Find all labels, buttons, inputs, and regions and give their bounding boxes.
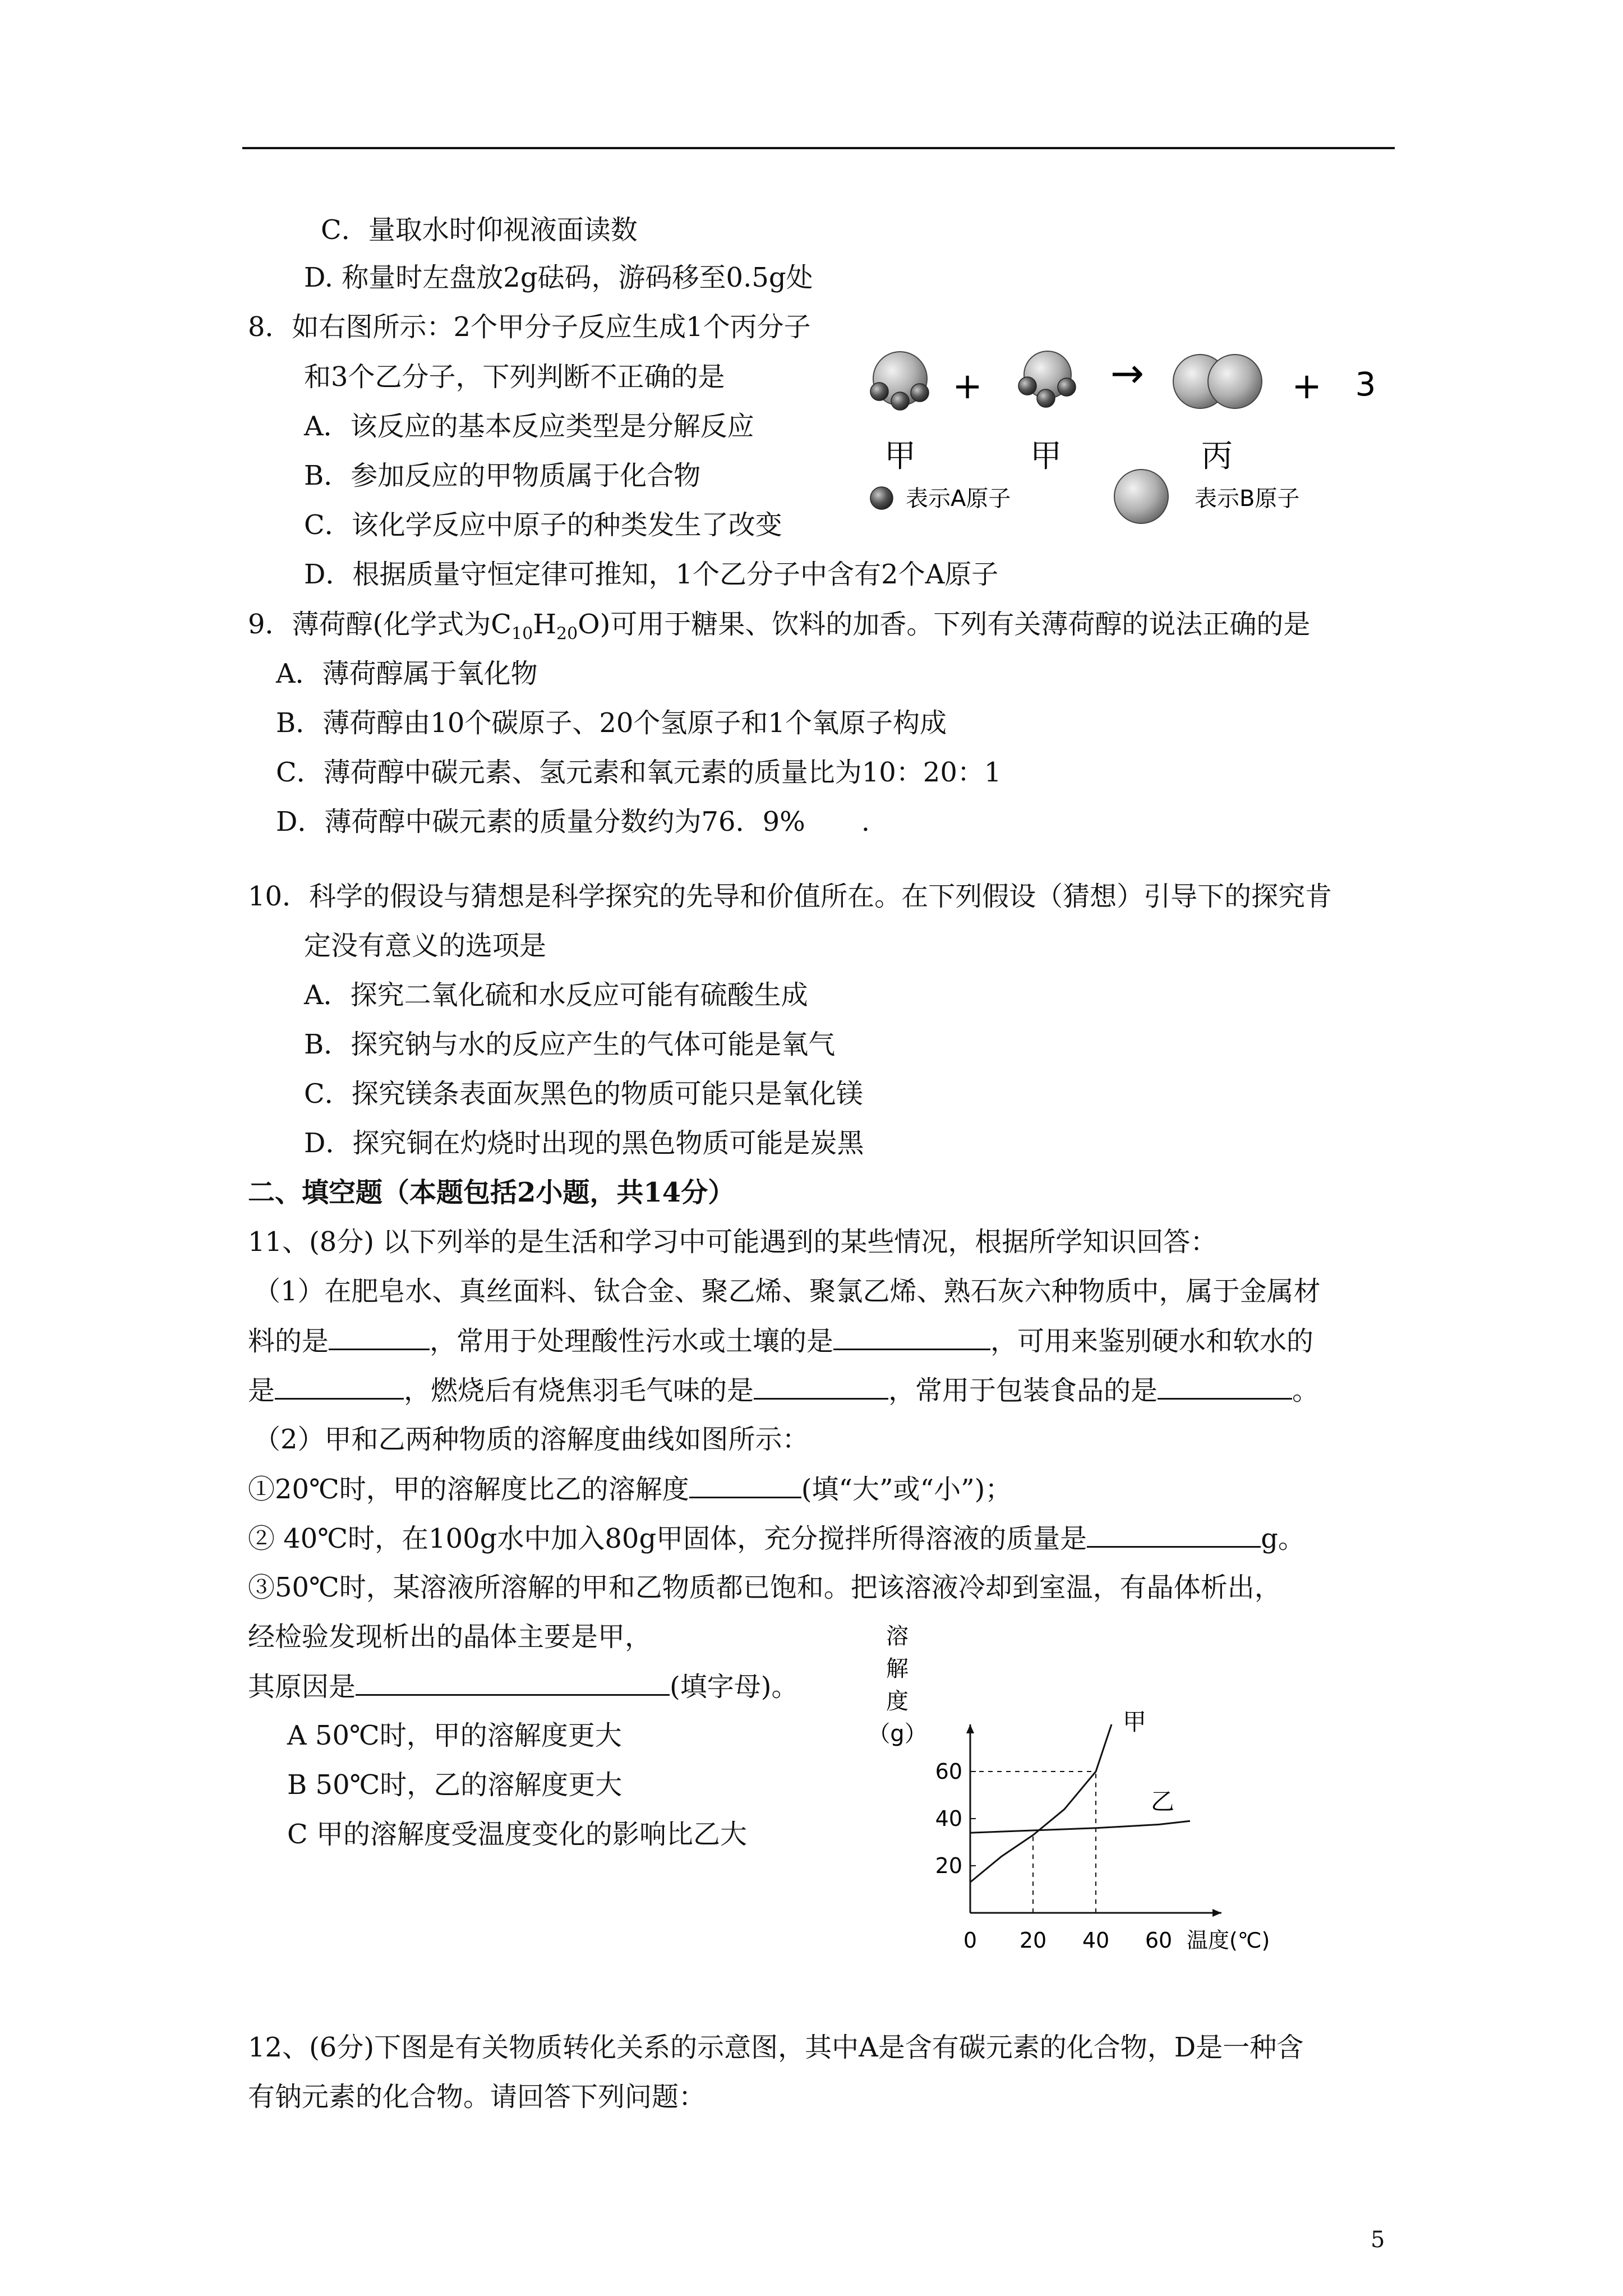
answer-blank-packaging[interactable]: [1158, 1373, 1292, 1400]
molecule-bing: [1173, 355, 1262, 408]
x-tick-label: 40: [1082, 1928, 1110, 1953]
answer-blank-compare[interactable]: [689, 1472, 801, 1498]
answer-blank-mass[interactable]: [1087, 1521, 1261, 1548]
y-axis-label-char: （g）: [868, 1721, 927, 1747]
q12-line1: 12、(6分)下图是有关物质转化关系的示意图，其中A是含有碳元素的化合物，D是一种含: [248, 2032, 1304, 2063]
x-tick-label: 0: [963, 1928, 978, 1953]
q10-option-c: C．探究镁条表面灰黑色的物质可能只是氧化镁: [304, 1078, 863, 1110]
reaction-diagram: [852, 337, 1391, 539]
q8-stem-line1: 8．如右图所示：2个甲分子反应生成1个丙分子: [248, 311, 811, 343]
legend-atom-b-label: 表示B原子: [1195, 486, 1300, 512]
q11-part2: （2）甲和乙两种物质的溶解度曲线如图所示：: [253, 1424, 809, 1455]
x-tick-label: 20: [1019, 1928, 1047, 1953]
q8-stem-line2: 和3个乙分子，下列判断不正确的是: [304, 361, 725, 393]
label-jia-1: 甲: [884, 438, 916, 475]
molecule-jia-2: [1018, 351, 1076, 407]
q10-option-d: D．探究铜在灼烧时出现的黑色物质可能是炭黑: [304, 1128, 864, 1159]
q9-option-d: D．薄荷醇中碳元素的质量分数约为76．9% .: [276, 806, 870, 838]
y-axis-label-char: 溶: [886, 1623, 909, 1649]
y-tick-label: 60: [935, 1759, 962, 1784]
answer-blank-metal[interactable]: [329, 1324, 430, 1350]
section-heading: 二、填空题（本题包括2小题，共14分）: [248, 1177, 735, 1208]
series-line-2: [970, 1821, 1190, 1833]
label-jia-2: 甲: [1030, 438, 1062, 475]
q11-choice-c: C 甲的溶解度受温度变化的影响比乙大: [287, 1819, 747, 1850]
q8-option-b: B．参加反应的甲物质属于化合物: [304, 460, 701, 491]
y-tick-label: 40: [935, 1806, 962, 1831]
q8-option-c: C．该化学反应中原子的种类发生了改变: [304, 509, 782, 541]
reaction-arrow: →: [1110, 349, 1145, 397]
label-bing: 丙: [1201, 438, 1233, 475]
x-axis-label: 温度(℃): [1187, 1928, 1270, 1953]
q11-part1-line1: （1）在肥皂水、真丝面料、钛合金、聚乙烯、聚氯乙烯、熟石灰六种物质中，属于金属材: [253, 1276, 1321, 1307]
q11-sub3-line3: 其原因是 (填字母)。: [248, 1669, 798, 1704]
legend-atom-a-icon: [870, 487, 893, 509]
q11-stem: 11、(8分) 以下列举的是生活和学习中可能遇到的某些情况，根据所学知识回答：: [248, 1226, 1218, 1258]
q11-choice-a: A 50℃时，甲的溶解度更大: [287, 1720, 622, 1751]
q10-stem-line2: 定没有意义的选项是: [304, 930, 547, 961]
answer-blank-hardwater[interactable]: [275, 1373, 404, 1400]
answer-blank-acid[interactable]: [833, 1324, 990, 1350]
molecule-jia-1: [870, 352, 929, 410]
q9-option-c: C．薄荷醇中碳元素、氢元素和氧元素的质量比为10：20：1: [276, 757, 1002, 788]
q11-sub3-line1: ③50℃时，某溶液所溶解的甲和乙物质都已饱和。把该溶液冷却到室温，有晶体析出，: [248, 1572, 1281, 1603]
y-axis-arrow-icon: [966, 1724, 974, 1733]
answer-blank-feather[interactable]: [754, 1373, 888, 1400]
header-rule: [242, 147, 1395, 149]
q9-option-a: A．薄荷醇属于氧化物: [276, 658, 538, 689]
q9-stem: 9．薄荷醇(化学式为$C_{10}H_{20}O$)可用于糖果、饮料的加香。下列有关薄荷醇的说法正确的是: [248, 609, 1311, 644]
page-number: 5: [1371, 2227, 1385, 2253]
q11-sub2: ② 40℃时，在100g水中加入80g甲固体，充分搅拌所得溶液的质量是 g。: [248, 1521, 1305, 1556]
solubility-chart: [868, 1616, 1301, 1986]
series-label-1: 甲: [1123, 1708, 1147, 1736]
y-axis-label-char: 解: [886, 1656, 909, 1682]
q11-sub3-line2: 经检验发现析出的晶体主要是甲，: [248, 1621, 652, 1653]
q10-stem-line1: 10．科学的假设与猜想是科学探究的先导和价值所在。在下列假设（猜想）引导下的探究肯: [248, 881, 1332, 912]
q10-option-a: A．探究二氧化硫和水反应可能有硫酸生成: [304, 979, 808, 1011]
legend-atom-b-icon: [1114, 470, 1168, 523]
series-line-1: [970, 1724, 1112, 1882]
x-tick-label: 60: [1145, 1928, 1173, 1953]
q9-option-b: B．薄荷醇由10个碳原子、20个氢原子和1个氧原子构成: [276, 707, 947, 739]
q8-option-d: D．根据质量守恒定律可推知，1个乙分子中含有2个A原子: [304, 559, 999, 590]
q7-option-c: C．量取水时仰视液面读数: [321, 214, 638, 246]
q11-part1-line2: 料的是 ，常用于处理酸性污水或土壤的是 ，可用来鉴别硬水和软水的: [248, 1324, 1313, 1358]
x-axis-arrow-icon: [1212, 1909, 1221, 1917]
q10-option-b: B．探究钠与水的反应产生的气体可能是氧气: [304, 1029, 836, 1060]
plus-sign-1: +: [952, 366, 983, 407]
y-tick-label: 20: [935, 1853, 962, 1878]
q11-sub1: ①20℃时，甲的溶解度比乙的溶解度 (填“大”或“小”)；: [248, 1472, 1012, 1506]
answer-blank-reason[interactable]: [356, 1669, 670, 1696]
y-axis-label-char: 度: [886, 1688, 909, 1714]
coefficient-3: 3: [1355, 365, 1376, 403]
q11-choice-b: B 50℃时，乙的溶解度更大: [287, 1769, 623, 1801]
q7-option-d: D. 称量时左盘放2g砝码，游码移至0.5g处: [304, 262, 813, 293]
q12-line2: 有钠元素的化合物。请回答下列问题：: [248, 2081, 706, 2113]
legend-atom-a-label: 表示A原子: [906, 486, 1011, 512]
q8-option-a: A．该反应的基本反应类型是分解反应: [304, 411, 754, 442]
q11-part1-line3: 是 ，燃烧后有烧焦羽毛气味的是 ，常用于包装食品的是 。: [248, 1373, 1319, 1407]
series-label-2: 乙: [1151, 1788, 1175, 1816]
plus-sign-2: +: [1292, 366, 1322, 407]
